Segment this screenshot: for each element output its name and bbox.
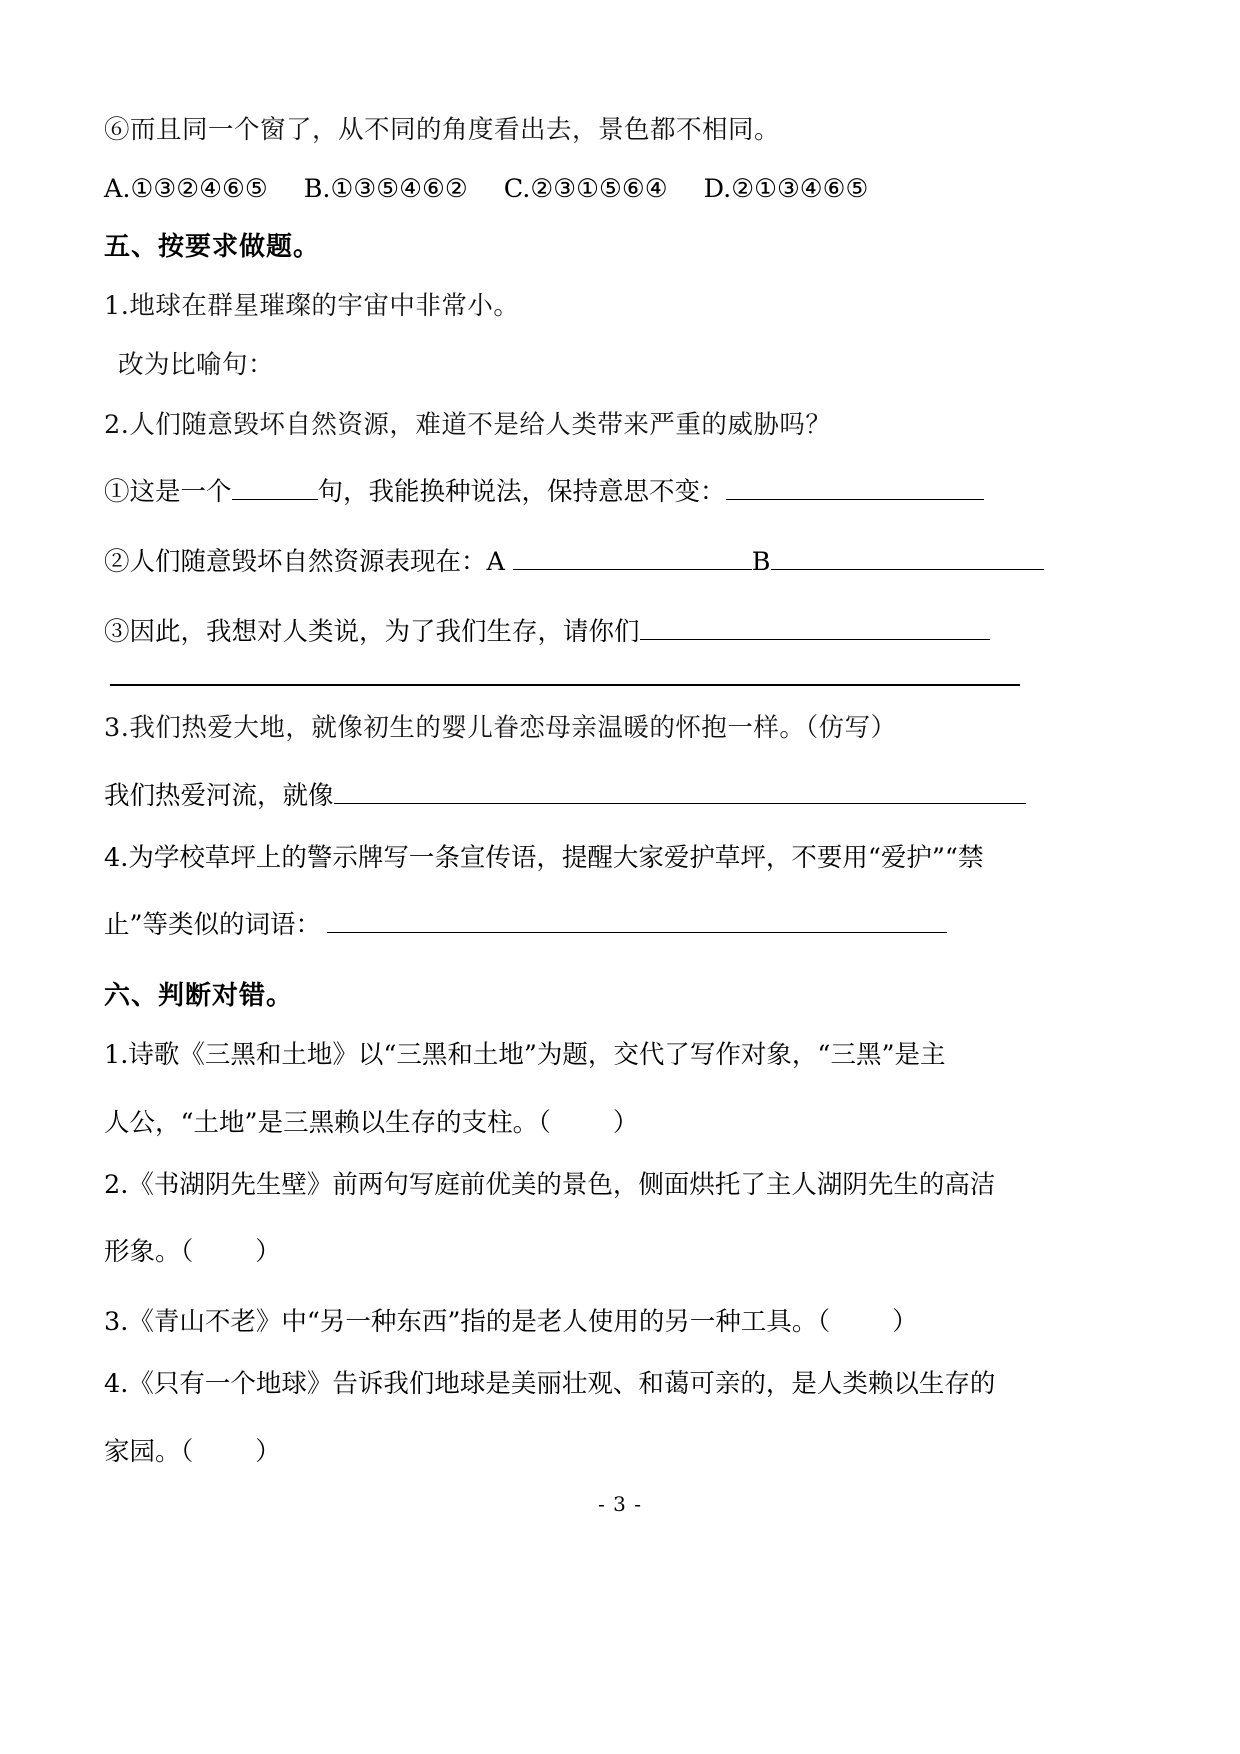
- section5-q3-answer: [104, 776, 1044, 812]
- section5-q4-line2-text: 止”等类似的词语：: [104, 910, 322, 940]
- section5-q2-sub2-label-b: B: [751, 547, 771, 577]
- section5-q2-sub2: [104, 542, 1044, 578]
- section5-q2-sub2-prefix: ②人们随意毁坏自然资源表现在：A: [104, 547, 505, 577]
- blank-rewrite-answer[interactable]: [726, 472, 984, 500]
- section5-q3-stem: 3.我们热爱大地，就像初生的婴儿眷恋母亲温暖的怀抱一样。（仿写）: [104, 713, 897, 743]
- multiple-choice-options: [104, 174, 1044, 204]
- section6-item2-line2-text: 形象。（: [104, 1237, 194, 1267]
- section5-q1-prompt: 改为比喻句：: [118, 350, 275, 380]
- page-number: - 3 -: [598, 1492, 642, 1516]
- section6-item4-line2: [104, 1432, 1044, 1468]
- section5-q1-stem: 1.地球在群星璀璨的宇宙中非常小。: [104, 290, 520, 321]
- section6-item4-line1: 4.《只有一个地球》告诉我们地球是美丽壮观、和蔼可亲的，是人类赖以生存的: [104, 1369, 996, 1399]
- section6-item1-line1: 1.诗歌《三黑和土地》以“三黑和土地”为题，交代了写作对象，“三黑”是主: [104, 1040, 946, 1070]
- section6-item4-line2-text: 家园。（: [104, 1436, 194, 1467]
- section5-q2-stem: 2.人们随意毁坏自然资源，难道不是给人类带来严重的威胁吗？: [104, 409, 832, 440]
- section5-q3-prefix: 我们热爱河流，就像: [104, 780, 334, 811]
- section6-item3-close: ）: [892, 1307, 918, 1337]
- option-a[interactable]: A.①③②④⑥⑤: [104, 173, 268, 204]
- blank-advice-line1[interactable]: [640, 612, 990, 640]
- section-5-title: 五、按要求做题。: [104, 231, 321, 262]
- section6-item4-close: ）: [255, 1436, 281, 1467]
- section5-q2-sub1: [104, 472, 1044, 508]
- section6-item1-close: ）: [612, 1107, 639, 1138]
- option-c[interactable]: C.②③①⑤⑥④: [503, 173, 668, 204]
- section5-q2-sub3: [104, 612, 1044, 648]
- question-item-6: ⑥而且同一个窗了，从不同的角度看出去，景色都不相同。: [104, 115, 781, 145]
- blank-slogan-answer[interactable]: [327, 905, 947, 933]
- section6-item2-line1: 2.《书湖阴先生壁》前两句写庭前优美的景色，侧面烘托了主人湖阴先生的高洁: [104, 1169, 996, 1200]
- option-b[interactable]: B.①③⑤④⑥②: [303, 173, 468, 204]
- section6-item2-line2: [104, 1232, 1044, 1268]
- section6-item1-line2: [104, 1103, 1044, 1139]
- section6-item3-text: 3.《青山不老》中“另一种东西”指的是老人使用的另一种工具。（: [104, 1307, 831, 1337]
- section-6-title: 六、判断对错。: [104, 981, 294, 1011]
- option-d[interactable]: D.②①③④⑥⑤: [703, 173, 869, 204]
- blank-advice-line2[interactable]: [110, 684, 1020, 686]
- blank-answer-a[interactable]: [513, 542, 752, 570]
- blank-answer-b[interactable]: [771, 542, 1044, 570]
- section5-q2-sub1-suffix: 句，我能换种说法，保持意思不变：: [317, 477, 726, 507]
- section6-item1-line2-text: 人公，“土地”是三黑赖以生存的支柱。（: [104, 1107, 551, 1138]
- section5-q2-sub3-prefix: ③因此，我想对人类说，为了我们生存，请你们: [104, 617, 640, 647]
- section5-q4-line2: [104, 905, 1044, 941]
- blank-sentence-type[interactable]: [232, 472, 318, 500]
- section6-item2-close: ）: [255, 1237, 281, 1267]
- section5-q2-sub1-prefix: ①这是一个: [104, 477, 232, 507]
- blank-simile-answer[interactable]: [334, 776, 1026, 804]
- page-content: [104, 115, 1044, 1468]
- section5-q4-line1: 4.为学校草坪上的警示牌写一条宣传语，提醒大家爱护草坪，不要用“爱护”“禁: [104, 842, 984, 873]
- section6-item3-line1: [104, 1302, 1044, 1338]
